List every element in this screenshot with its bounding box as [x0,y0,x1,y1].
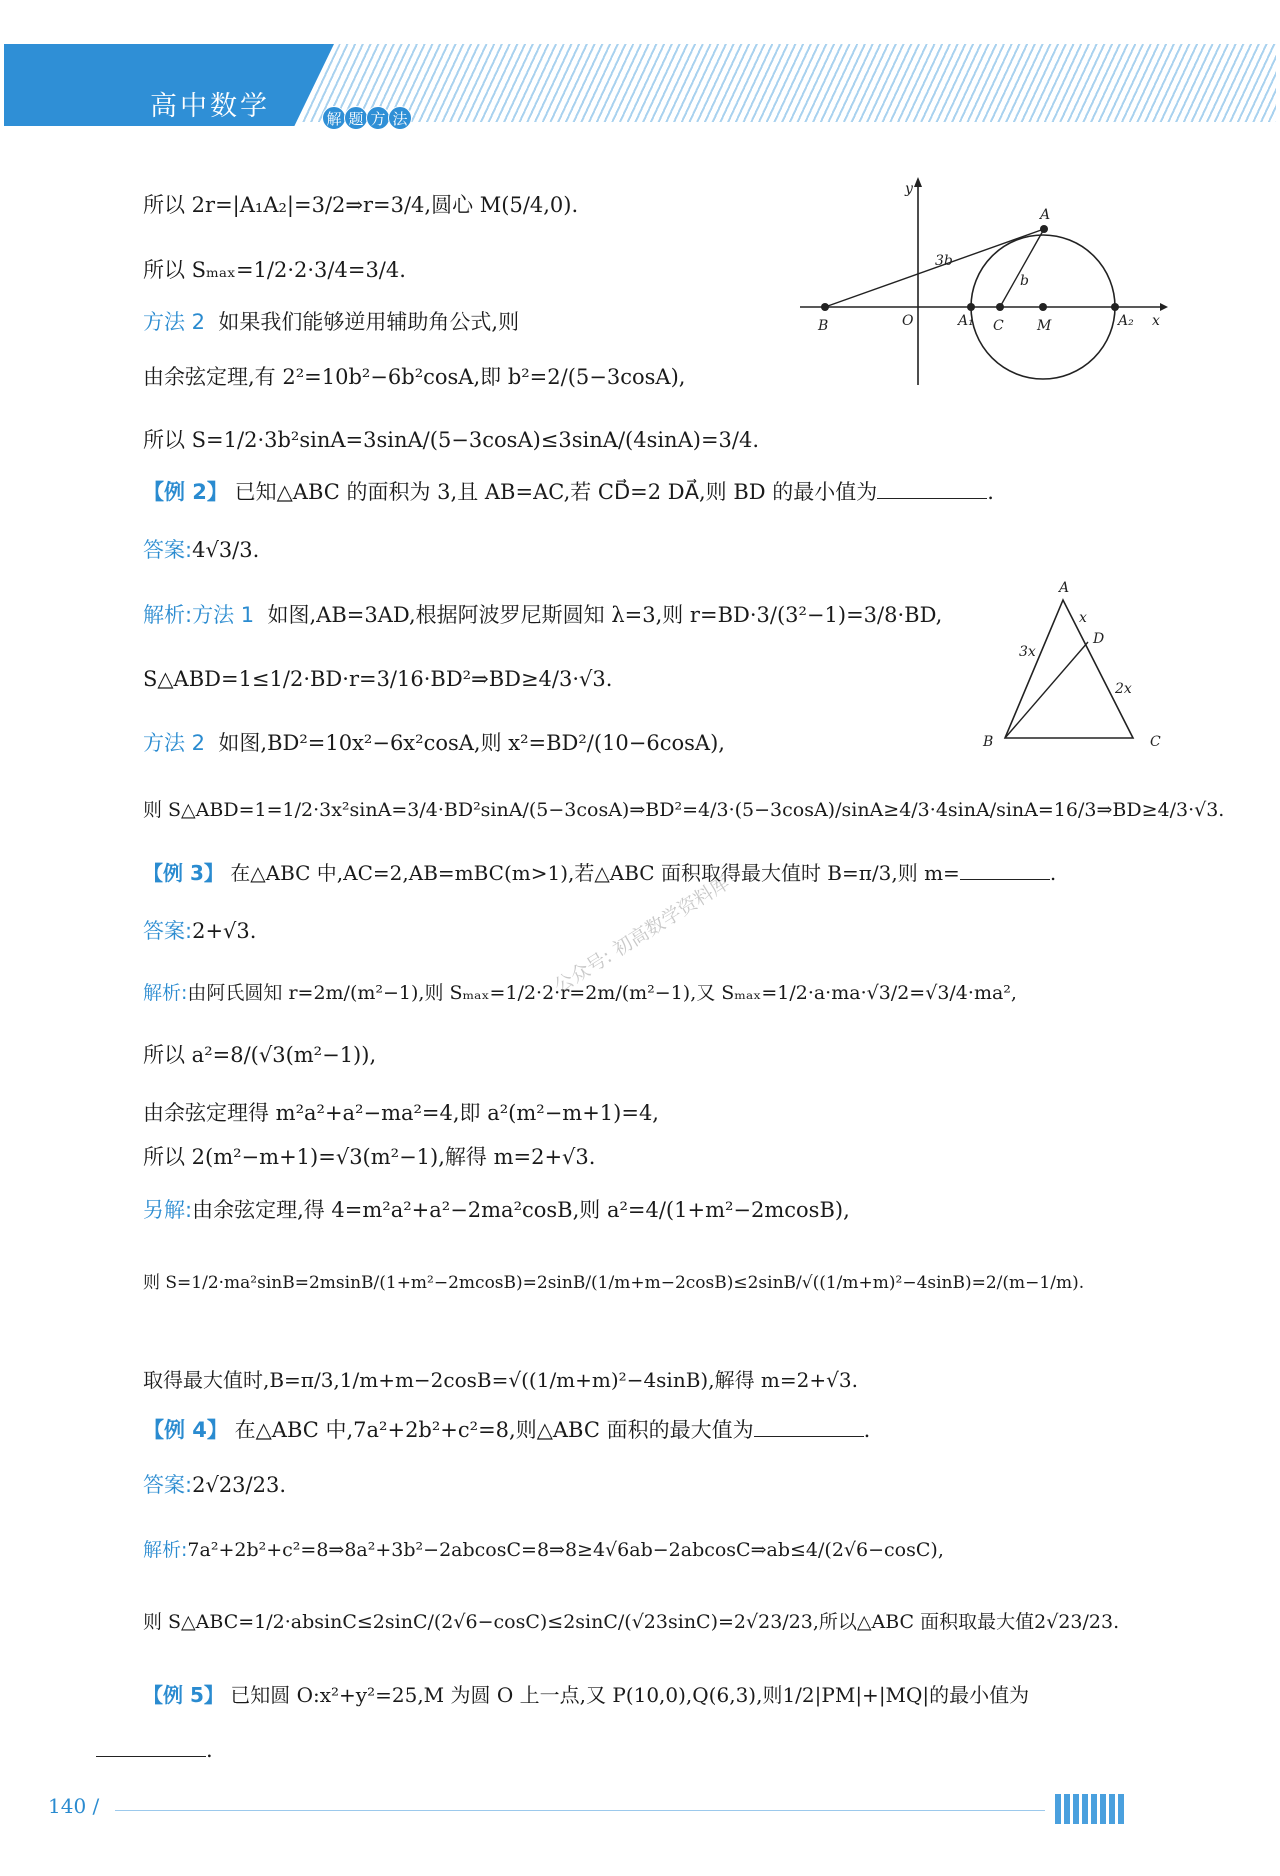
text-line: 所以 2r=|A₁A₂|=3/2⇒r=3/4,圆心 M(5/4,0). [143,193,579,217]
example-text: 在△ABC 中,AC=2,AB=mBC(m>1),若△ABC 面积取得最大值时 B=π/3,则 m= [230,861,960,885]
example-tag: 【例 3】 [143,861,224,885]
text-line: 由余弦定理,有 2²=10b²−6b²cosA,即 b²=2/(5−3cosA), [143,365,686,389]
axis-label-x: x [1152,313,1160,329]
header-title: 高中数学 [150,91,270,122]
answer-blank [877,497,987,499]
text-line: 由余弦定理得 m²a²+a²−ma²=4,即 a²(m²−m+1)=4, [143,1101,659,1125]
answer-tag: 答案: [143,919,193,943]
text-line: 由余弦定理,得 4=m²a²+a²−2ma²cosB,则 a²=4/(1+m²−2mcosB), [192,1198,850,1222]
answer-tag: 答案: [143,538,193,562]
text-line: 所以 S=1/2·3b²sinA=3sinA/(5−3cosA)≤3sinA/(4sinA)=3/4. [143,428,760,452]
method-tag: 方法 2 [143,310,206,334]
example-text: 已知圆 O:x²+y²=25,M 为圆 O 上一点,又 P(10,0),Q(6,3),则1/2|PM|+|MQ|的最小值为 [230,1683,1030,1707]
page-footer [0,1790,1280,1830]
axis-label-y: y [905,181,913,197]
example-text: 在△ABC 中,7a²+2b²+c²=8,则△ABC 面积的最大值为 [234,1418,754,1442]
point-label-M: M [1037,318,1052,334]
point-label-D: D [1093,631,1105,647]
coordinate-circle-figure [790,175,1170,395]
text-line: 取得最大值时,B=π/3,1/m+m−2cosB=√((1/m+m)²−4sinB),解得 m=2+√3. [143,1368,858,1392]
answer-text: 2√23/23. [192,1473,287,1497]
alt-solution-tag: 另解: [143,1198,193,1222]
point-label-A1: A₁ [958,313,974,329]
segment-label-b: b [1020,273,1029,289]
segment-label-2x: 2x [1115,681,1132,697]
solution-tag: 解析: [143,1539,188,1561]
segment-label-3x: 3x [1019,644,1036,660]
answer-text: 2+√3. [192,919,257,943]
point-label-C: C [993,318,1004,334]
header-badge: 解 题 方 法 [322,106,410,130]
watermark: 公众号: 初高数学资料库 [550,871,734,998]
answer-text: 4√3/3. [192,538,260,562]
triangle-figure [975,580,1175,760]
segment-label-3b: 3b [935,253,953,269]
point-label-B: B [818,318,829,334]
header-hatch [300,44,1276,122]
example-tag: 【例 5】 [143,1683,224,1707]
text-line: S△ABD=1≤1/2·BD·r=3/16·BD²⇒BD≥4/3·√3. [143,667,613,691]
method-tag: 方法 2 [143,731,206,755]
example-tag: 【例 2】 [143,480,228,504]
point-label-C: C [1150,734,1161,750]
text-line: 则 S△ABC=1/2·absinC≤2sinC/(2√6−cosC)≤2sinC/(√23sinC)=2√23/23,所以△ABC 面积取最大值2√23/23. [143,1611,1120,1633]
answer-blank [754,1435,864,1437]
text-line: 由阿氏圆知 r=2m/(m²−1),则 Sₘₐₓ=1/2·2·r=2m/(m²−1),又 Sₘₐₓ=1/2·a·ma·√3/2=√3/4·ma², [187,982,1017,1004]
footer-decoration [1055,1794,1124,1824]
text-line: 所以 a²=8/(√3(m²−1)), [143,1043,377,1067]
solution-tag: 解析:方法 1 [143,603,255,627]
answer-blank [96,1755,206,1757]
text-line: 则 S△ABD=1=1/2·3x²sinA=3/4·BD²sinA/(5−3cosA)⇒BD²=4/3·(5−3cosA)/sinA≥4/3·4sinA/sinA=16/3⇒BD≥4/3·√3. [143,799,1225,821]
text-line: 如果我们能够逆用辅助角公式,则 [218,310,520,334]
point-label-B: B [983,734,994,750]
page-header [0,40,1280,130]
point-label-A: A [1059,580,1070,596]
example-tag: 【例 4】 [143,1418,228,1442]
answer-tag: 答案: [143,1473,193,1497]
page-number: 140 / [48,1794,100,1818]
point-label-A: A [1040,207,1051,223]
text-line: 如图,BD²=10x²−6x²cosA,则 x²=BD²/(10−6cosA), [218,731,725,755]
segment-label-x: x [1079,610,1087,626]
example-text: 已知△ABC 的面积为 3,且 AB=AC,若 CD⃗=2 DA⃗,则 BD 的最小值为 [234,480,878,504]
footer-rule [115,1810,1045,1811]
text-line: 则 S=1/2·ma²sinB=2msinB/(1+m²−2mcosB)=2sinB/(1/m+m−2cosB)≤2sinB/√((1/m+m)²−4sinB)=2/(m−1/m). [143,1273,1085,1293]
text-line: 7a²+2b²+c²=8⇒8a²+3b²−2abcosC=8⇒8≥4√6ab−2abcosC⇒ab≤4/(2√6−cosC), [187,1539,944,1561]
text-line: 所以 2(m²−m+1)=√3(m²−1),解得 m=2+√3. [143,1145,596,1169]
point-label-O: O [902,313,914,329]
solution-tag: 解析: [143,982,188,1004]
text-line: 如图,AB=3AD,根据阿波罗尼斯圆知 λ=3,则 r=BD·3/(3²−1)=3/8·BD, [267,603,943,627]
point-label-A2: A₂ [1118,313,1134,329]
answer-blank [960,878,1050,880]
text-line: 所以 Sₘₐₓ=1/2·2·3/4=3/4. [143,258,406,282]
